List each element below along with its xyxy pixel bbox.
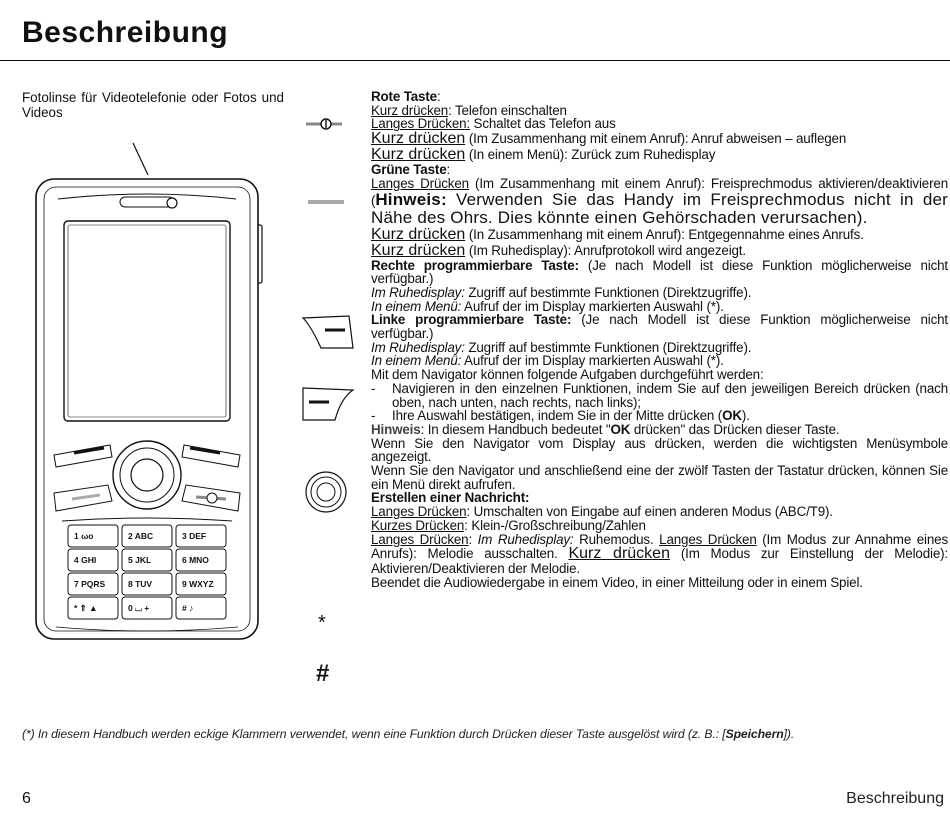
key-5: 5 JKL [128, 555, 152, 565]
key-9: 9 WXYZ [182, 579, 214, 589]
camera-lens-icon [167, 198, 177, 208]
running-footer: Beschreibung [846, 790, 944, 807]
lens-callout-line [133, 143, 148, 175]
hash-key-icon: # [316, 660, 330, 687]
key-4: 4 GHI [74, 555, 97, 565]
key-1: 1 ωo [74, 531, 94, 541]
key-0: 0 ⌴ + [128, 603, 150, 613]
star-key-icon: * [318, 612, 326, 634]
key-7: 7 PQRS [74, 579, 106, 589]
page-number: 6 [22, 790, 31, 807]
key-star: * ⇑ ▲ [74, 603, 98, 613]
red-key-icon [304, 116, 344, 132]
key-8: 8 TUV [128, 579, 153, 589]
navigator-icon [304, 470, 348, 514]
footnote: (*) In diesem Handbuch werden eckige Klammern verwendet, wenn eine Funktion durch Drücken dieser Taste ausgelöst wird (z. B.: [Speichern]). [22, 727, 795, 741]
lens-label: Fotolinse für Videotelefonie oder Fotos und Videos [22, 90, 284, 120]
green-key-icon [306, 197, 346, 207]
key-3: 3 DEF [182, 531, 207, 541]
phone-illustration [30, 135, 270, 695]
page-title: Beschreibung [22, 16, 229, 49]
title-rule [0, 60, 950, 61]
key-6: 6 MNO [182, 555, 209, 565]
phone-screen [64, 221, 230, 421]
key-descriptions: Rote Taste: Kurz drücken: Telefon einschalten Langes Drücken: Schaltet das Telefon aus Kurz drücken (Im Zusammenhang mit einem Anruf): Anruf abweisen – auflegen Kurz drücken (In einem Menü): Zurück zum Ruhedisplay Grüne Taste: Langes Drücken (Im Zusammenhang mit einem Anruf): Freisprechmodus aktivieren/deaktivieren (Hinweis: Verwenden Sie das Handy im Freisprechmodus nicht in der Nähe des Ohrs. Dies könnte einen Gehörschaden verursachen). Kurz drücken (In Zusammenhang mit einem Anruf): Entgegennahme eines Anrufs. Kurz drücken (Im Ruhedisplay): Anrufprotokoll wird angezeigt. Rechte programmierbare Taste: (Je nach Modell ist diese Funktion möglicherweise nicht verfügbar.) Im Ruhedisplay: Zugriff auf bestimmte Funktionen (Direktzugriffe). In einem Menü: Aufruf der im Display markierten Auswahl (*). Linke programmierbare Taste: (Je nach Modell ist diese Funktion möglicherweise nicht verfügbar.) Im Ruhedisplay: Zugriff auf bestimmte Funktionen (Direktzugriffe). In einem Menü: Aufruf der im Display markierten Auswahl (*). Mit dem Navigator können folgende Aufgaben durchgeführt werden: - Navigieren in den einzelnen Funktionen, indem Sie auf den jeweiligen Bereich drücken (nach oben, nach unten, nach rechts, nach links); - Ihre Auswahl bestätigen, indem Sie in der Mitte drücken (OK). Hinweis: In diesem Handbuch bedeutet "OK drücken" das Drücken dieser Taste. Wenn Sie den Navigator vom Display aus drücken, werden die wichtigsten Menüsymbole angezeigt. Wenn Sie den Navigator und anschließend eine der zwölf Tasten der Tastatur drücken, können Sie ein Menü direkt aufrufen. Erstellen einer Nachricht: Langes Drücken: Umschalten von Eingabe auf einen anderen Modus (ABC/T9). Kurzes Drücken: Klein-/Großschreibung/Zahlen Langes Drücken: Im Ruhedisplay: Ruhemodus. Langes Drücken (Im Modus zur Annahme eines Anrufs): Melodie ausschalten. Kurz drücken (Im Modus zur Einstellung der Melodie): Aktivieren/Deaktivieren der Melodie. Beendet die Audiowiedergabe in einem Video, in einer Mitteilung oder in einem Spiel. [371, 89, 949, 590]
key-2: 2 ABC [128, 531, 154, 541]
key-hash: # ♪ [182, 603, 194, 613]
right-soft-key-icon [301, 314, 355, 350]
left-soft-key-icon [301, 386, 355, 422]
earpiece [120, 197, 174, 207]
